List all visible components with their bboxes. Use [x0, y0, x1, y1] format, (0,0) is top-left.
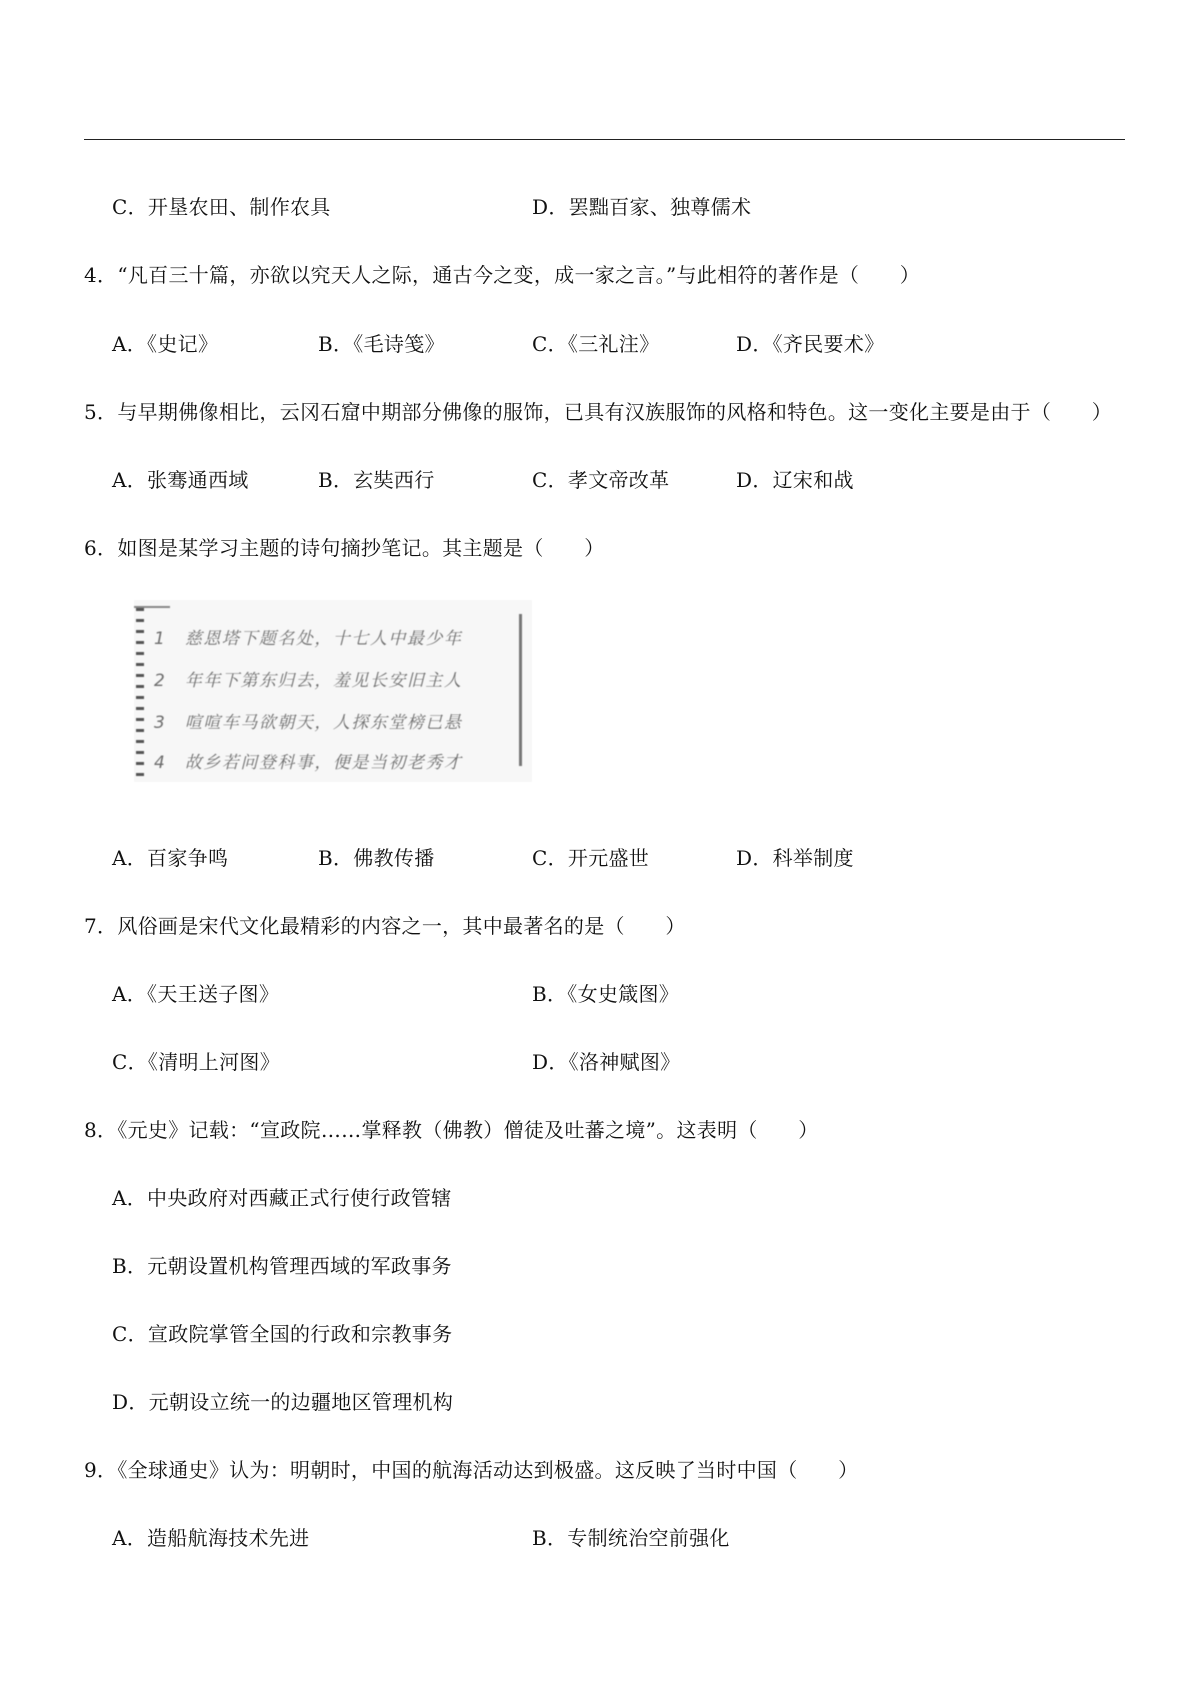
question-7-stem: 7．风俗画是宋代文化最精彩的内容之一，其中最著名的是（ ） [84, 914, 686, 938]
notebook-spiral-binding [136, 608, 144, 776]
q7-option-d: D．《洛神赋图》 [532, 1050, 681, 1074]
question-6-stem: 6．如图是某学习主题的诗句摘抄笔记。其主题是（ ） [84, 536, 605, 560]
note-line-2: 2 年年下第东归去，羞见长安旧主人 [154, 671, 463, 691]
q5-option-b: B．玄奘西行 [318, 468, 435, 492]
q4-option-b: B．《毛诗笺》 [318, 332, 445, 356]
q5-option-c: C．孝文帝改革 [532, 468, 670, 492]
q7-option-a: A．《天王送子图》 [112, 982, 280, 1006]
q6-option-d: D．科举制度 [736, 846, 854, 870]
question-8-stem: 8．《元史》记载：“宣政院……掌释教（佛教）僧徒及吐蕃之境”。这表明（ ） [84, 1118, 819, 1142]
notebook-right-edge [519, 614, 522, 766]
q8-option-a: A．中央政府对西藏正式行使行政管辖 [112, 1186, 452, 1210]
question-9-stem: 9．《全球通史》认为：明朝时，中国的航海活动达到极盛。这反映了当时中国（ ） [84, 1458, 859, 1482]
q4-option-d: D．《齐民要术》 [736, 332, 885, 356]
q8-option-c: C．宣政院掌管全国的行政和宗教事务 [112, 1322, 453, 1346]
q5-option-a: A．张骞通西域 [112, 468, 249, 492]
q8-option-d: D．元朝设立统一的边疆地区管理机构 [112, 1390, 454, 1414]
q4-option-a: A．《史记》 [112, 332, 219, 356]
q7-option-c: C．《清明上河图》 [112, 1050, 281, 1074]
question-4-stem: 4．“凡百三十篇，亦欲以究天人之际，通古今之变，成一家之言。”与此相符的著作是（ ） [84, 263, 921, 287]
q6-option-a: A．百家争鸣 [112, 846, 229, 870]
q5-option-d: D．辽宋和战 [736, 468, 854, 492]
note-line-3: 3 喧喧车马欲朝天，人探东堂榜已悬 [154, 713, 463, 733]
q8-option-b: B．元朝设置机构管理西域的军政事务 [112, 1254, 452, 1278]
q6-option-c: C．开元盛世 [532, 846, 650, 870]
notebook-image [134, 600, 532, 782]
q3-option-c: C．开垦农田、制作农具 [112, 195, 331, 219]
q4-option-c: C．《三礼注》 [532, 332, 660, 356]
q6-option-b: B．佛教传播 [318, 846, 435, 870]
q9-option-b: B．专制统治空前强化 [532, 1526, 730, 1550]
note-line-1: 1 慈恩塔下题名处，十七人中最少年 [154, 629, 463, 649]
header-rule [84, 139, 1125, 140]
q7-option-b: B．《女史箴图》 [532, 982, 680, 1006]
note-line-4: 4 故乡若问登科事，便是当初老秀才 [154, 753, 463, 773]
q9-option-a: A．造船航海技术先进 [112, 1526, 310, 1550]
question-5-stem: 5．与早期佛像相比，云冈石窟中期部分佛像的服饰，已具有汉族服饰的风格和特色。这一变化主要是由于（ ） [84, 400, 1113, 424]
q3-option-d: D．罢黜百家、独尊儒术 [532, 195, 752, 219]
